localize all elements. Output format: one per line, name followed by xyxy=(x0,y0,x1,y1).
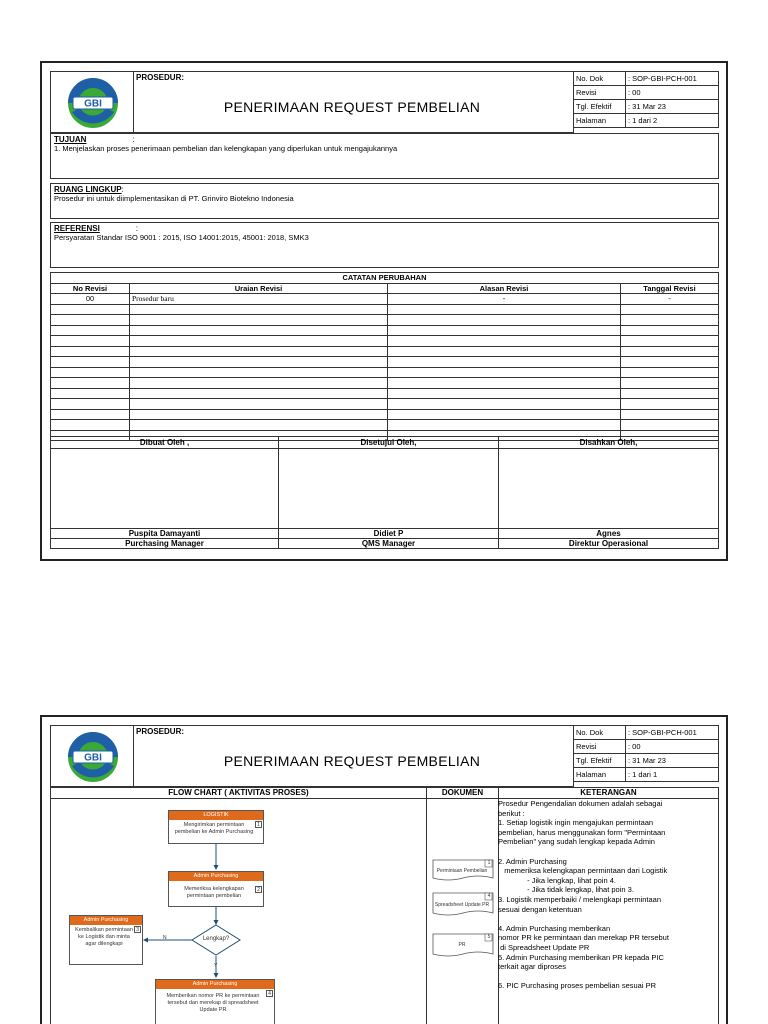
cell-uraian-revisi: Prosedur baru xyxy=(130,294,388,305)
page-title: PENERIMAAN REQUEST PEMBELIAN xyxy=(223,99,481,115)
table-row xyxy=(51,399,719,410)
logo-text: GBI xyxy=(84,98,102,110)
meta-value: : 00 xyxy=(626,86,719,100)
tujuan-text: 1. Menjelaskan proses penerimaan pembelian dan kelengkapan yang diperlukan untuk mengajukannya xyxy=(54,144,398,153)
keterangan-line: - Jika tidak lengkap, lihat poin 3. xyxy=(498,885,634,895)
signature-space xyxy=(51,449,279,529)
flow-step-text: Memberikan nomor PR ke permintaan tersebut dan merekap di spreadsheet Update PR xyxy=(166,993,260,1013)
page-title: PENERIMAAN REQUEST PEMBELIAN xyxy=(223,753,481,769)
keterangan-line: pembelian, harus menggunakan form "Permintaan xyxy=(498,827,666,837)
document-number: 4 xyxy=(487,893,491,899)
flow-step-role: Admin Purchasing xyxy=(70,916,142,925)
meta-label: No. Dok xyxy=(574,726,626,740)
meta-row-halaman xyxy=(574,768,719,782)
document-label: PR xyxy=(458,942,466,948)
table-row xyxy=(51,336,719,347)
meta-label: Revisi xyxy=(574,740,626,754)
signer-position: Direktur Operasional xyxy=(499,539,719,549)
disetujui-oleh-label: Disetujui Oleh, xyxy=(279,437,499,449)
prosedur-label: PROSEDUR: xyxy=(136,727,185,736)
cell-alasan-revisi: - xyxy=(388,294,621,305)
col-tanggal-revisi: Tanggal Revisi xyxy=(621,283,719,294)
keterangan-line: 3. Logistik memperbaiki / melengkapi permintaan xyxy=(498,894,661,904)
meta-row-tgl-efektif xyxy=(574,100,719,114)
keterangan-line: memeriksa kelengkapan permintaan dari Logistik xyxy=(498,866,668,876)
signature-space xyxy=(279,449,499,529)
referensi-colon: : xyxy=(135,224,139,233)
keterangan-line: Pembelian" yang sudah lengkap kepada Admin xyxy=(498,837,655,847)
meta-label: Tgl. Efektif xyxy=(574,100,626,114)
meta-label: Halaman xyxy=(574,768,626,782)
meta-value: : 31 Mar 23 xyxy=(626,100,719,114)
table-row xyxy=(51,367,719,378)
cell-tanggal-revisi: - xyxy=(621,294,719,305)
dibuat-oleh-label: Dibuat Oleh , xyxy=(51,437,279,449)
col-alasan-revisi: Alasan Revisi xyxy=(388,283,621,294)
flow-step-role: LOGISTIK xyxy=(169,811,263,820)
referensi-section xyxy=(50,222,719,268)
decision-text: Lengkap? xyxy=(202,936,230,942)
keterangan-line: berikut : xyxy=(498,808,525,818)
flow-step-1 xyxy=(168,810,264,844)
keterangan-line xyxy=(498,914,726,924)
decision-no-label: N xyxy=(163,935,167,941)
signer-position: QMS Manager xyxy=(279,539,499,549)
tujuan-label: TUJUAN xyxy=(54,135,87,144)
meta-row-tgl-efektif xyxy=(574,754,719,768)
cell-no-revisi: 00 xyxy=(51,294,130,305)
flow-step-2 xyxy=(168,871,264,907)
meta-row-revisi xyxy=(574,86,719,100)
flow-step-number: 2 xyxy=(255,886,262,893)
meta-label: Halaman xyxy=(574,114,626,128)
document-pr xyxy=(432,933,494,959)
disahkan-oleh-label: Disahkan Oleh, xyxy=(499,437,719,449)
flowchart-column-header: FLOW CHART ( AKTIVITAS PROSES) xyxy=(50,787,427,799)
tujuan-colon: : xyxy=(132,135,135,144)
tujuan-section xyxy=(50,133,719,179)
table-row xyxy=(51,378,719,389)
document-number: 1 xyxy=(487,860,491,866)
document-meta xyxy=(573,71,719,128)
flow-step-text: Mengirimkan permintaan pembelian ke Admin Purchasing xyxy=(174,822,254,835)
table-row xyxy=(51,304,719,315)
table-row xyxy=(51,346,719,357)
flow-step-role: Admin Purchasing xyxy=(156,980,274,989)
dokumen-column-header: DOKUMEN xyxy=(426,787,499,799)
keterangan-line: 2. Admin Purchasing xyxy=(498,856,567,866)
catatan-title: CATATAN PERUBAHAN xyxy=(51,273,719,284)
ruang-lingkup-text: Prosedur ini untuk diimplementasikan di PT. Grinviro Biotekno Indonesia xyxy=(54,194,294,203)
col-uraian-revisi: Uraian Revisi xyxy=(130,283,388,294)
document-spreadsheet-update-pr xyxy=(432,892,494,918)
keterangan-line: 1. Setiap logistik ingin mengajukan permintaan xyxy=(498,818,654,828)
sop-page-2 xyxy=(40,715,728,1024)
document-meta xyxy=(573,725,719,782)
keterangan-line: 5. Admin Purchasing memberikan PR kepada PIC xyxy=(498,952,664,962)
signer-name: Puspita Damayanti xyxy=(51,529,279,539)
signature-space xyxy=(499,449,719,529)
meta-label: Tgl. Efektif xyxy=(574,754,626,768)
meta-label: No. Dok xyxy=(574,72,626,86)
logo-text: GBI xyxy=(84,752,102,764)
signature-table xyxy=(50,436,719,549)
flow-step-3 xyxy=(69,915,143,965)
sop-page-1 xyxy=(40,61,728,561)
keterangan-column-header: KETERANGAN xyxy=(498,787,719,799)
table-row xyxy=(51,409,719,420)
meta-row-halaman xyxy=(574,114,719,128)
meta-label: Revisi xyxy=(574,86,626,100)
keterangan-line: - Jika lengkap, lihat poin 4. xyxy=(498,875,616,885)
keterangan-line: sesuai dengan ketentuan xyxy=(498,904,582,914)
table-row xyxy=(51,420,719,431)
meta-value: : SOP-GBI-PCH-001 xyxy=(626,726,719,740)
ruang-lingkup-section xyxy=(50,183,719,219)
document-number: 5 xyxy=(487,934,491,940)
table-row xyxy=(51,315,719,326)
keterangan-line: 4. Admin Purchasing memberikan xyxy=(498,923,611,933)
referensi-label: REFERENSI xyxy=(54,224,100,233)
keterangan-line: terkait agar diproses xyxy=(498,962,566,972)
flow-step-number: 3 xyxy=(134,926,141,933)
document-label: Permintaan Pembelian xyxy=(436,868,488,874)
ruang-lingkup-label: RUANG LINGKUP xyxy=(54,185,122,194)
table-row xyxy=(51,325,719,336)
referensi-text: Persyaratan Standar ISO 9001 : 2015, ISO 14001:2015, 45001: 2018, SMK3 xyxy=(54,233,309,242)
meta-row-no-dok xyxy=(574,726,719,740)
keterangan-line: nomor PR ke permintaan dan merekap PR tersebut xyxy=(498,933,669,943)
flow-step-4 xyxy=(155,979,275,1024)
ruang-lingkup-colon: : xyxy=(121,185,124,194)
table-row xyxy=(51,294,719,305)
flow-step-role: Admin Purchasing xyxy=(169,872,263,881)
meta-row-revisi xyxy=(574,740,719,754)
signer-position: Purchasing Manager xyxy=(51,539,279,549)
catatan-perubahan-table xyxy=(50,272,719,441)
meta-value: : 31 Mar 23 xyxy=(626,754,719,768)
document-label: Spreadsheet Update PR xyxy=(434,902,490,908)
meta-value: : 1 dari 2 xyxy=(626,114,719,128)
keterangan-text xyxy=(498,799,726,991)
prosedur-label: PROSEDUR: xyxy=(136,73,185,82)
table-row xyxy=(51,388,719,399)
document-permintaan-pembelian xyxy=(432,859,494,883)
keterangan-line: di Spreadsheet Update PR xyxy=(498,942,590,952)
meta-value: : 1 dari 1 xyxy=(626,768,719,782)
keterangan-line: Prosedur Pengendalian dokumen adalah sebagai xyxy=(498,799,663,808)
keterangan-line xyxy=(498,972,726,982)
meta-value: : 00 xyxy=(626,740,719,754)
signer-name: Didiet P xyxy=(279,529,499,539)
decision-yes-label: Y xyxy=(214,963,218,969)
meta-row-no-dok xyxy=(574,72,719,86)
col-no-revisi: No Revisi xyxy=(51,283,130,294)
logo-cell xyxy=(50,71,134,133)
meta-value: : SOP-GBI-PCH-001 xyxy=(626,72,719,86)
flow-step-text: Memeriksa kelengkapan permintaan pembelian xyxy=(184,886,244,899)
keterangan-line xyxy=(498,847,726,857)
flow-step-text: Kembalikan permintaan ke Logistik dan minta agar dilengkapi xyxy=(75,927,133,947)
keterangan-line: 6. PIC Purchasing proses pembelian sesuai PR xyxy=(498,981,656,991)
signer-name: Agnes xyxy=(499,529,719,539)
flow-step-number: 4 xyxy=(266,990,273,997)
table-row xyxy=(51,357,719,368)
flow-step-number: 1 xyxy=(255,821,262,828)
gbi-logo xyxy=(51,72,135,134)
